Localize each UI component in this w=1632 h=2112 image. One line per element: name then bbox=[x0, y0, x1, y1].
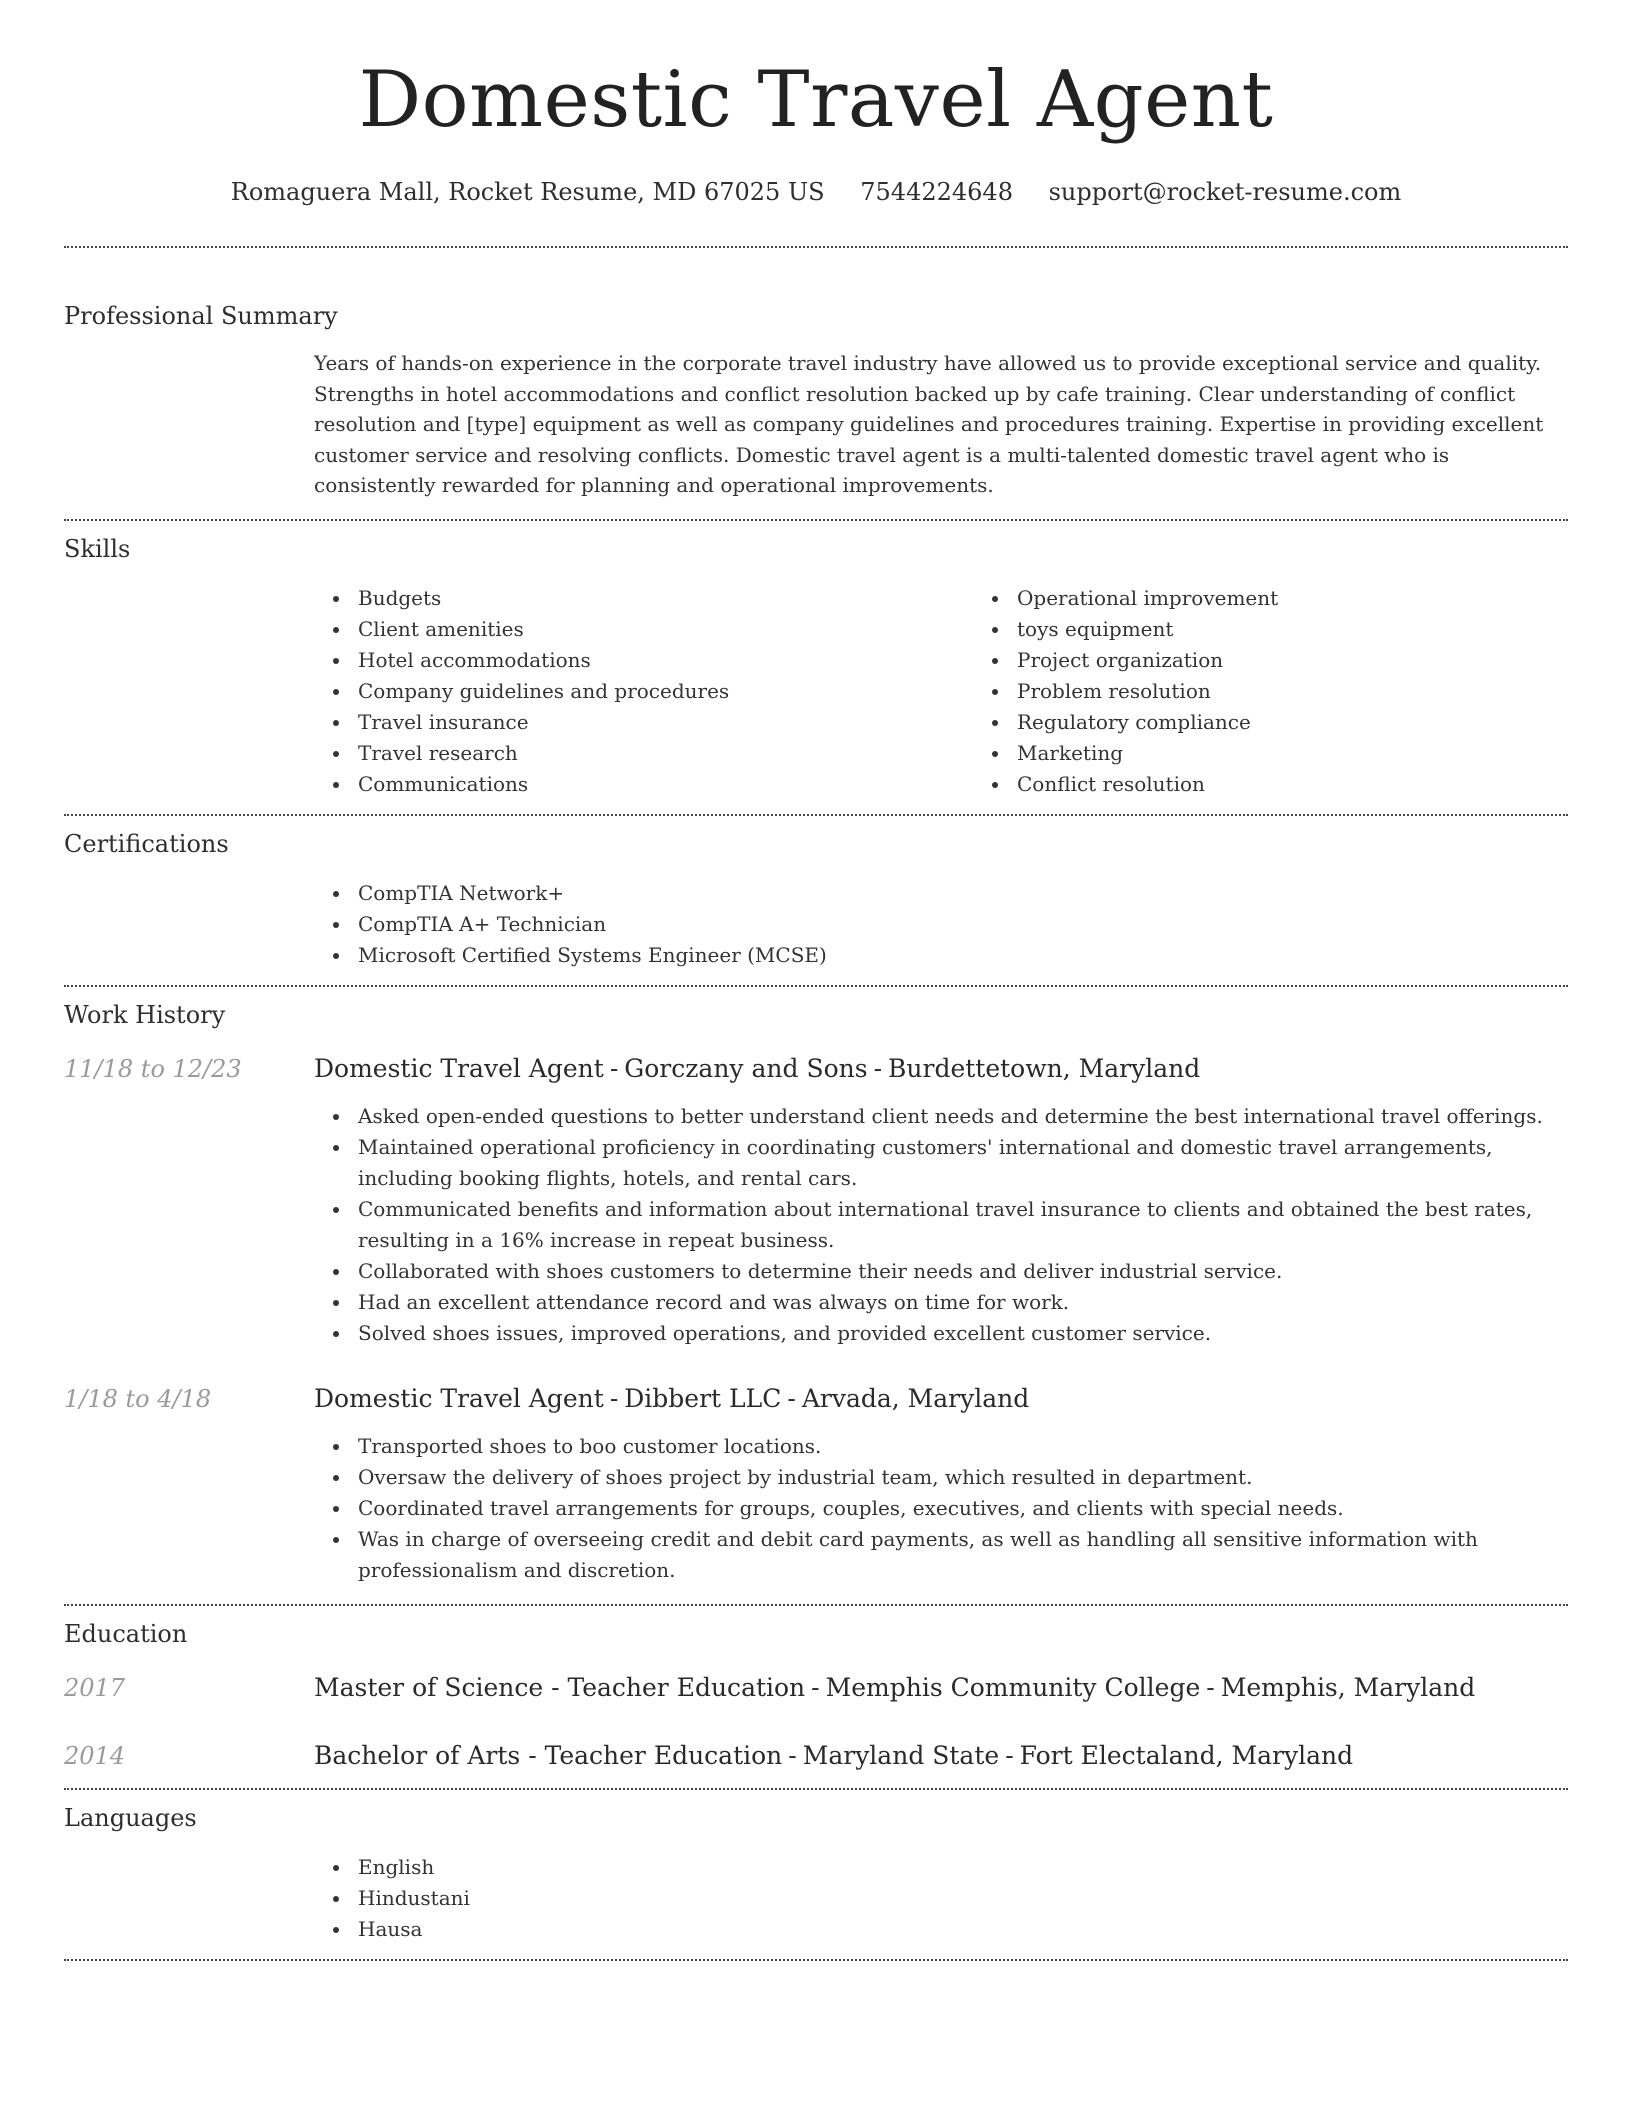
job-heading: Domestic Travel Agent - Gorczany and Sons - Burdettetown, Maryland bbox=[314, 1053, 1201, 1083]
section-work-history bbox=[64, 987, 1568, 1606]
certifications-title: Certifications bbox=[64, 829, 229, 858]
work-history-title: Work History bbox=[64, 1000, 226, 1029]
summary-text: Years of hands-on experience in the corporate travel industry have allowed us to provide exceptional service and quality. Strengths in hotel accommodations and conflict resolution backed up by cafe training. Clear understanding of conflict resolution and [type] equipment as well as company guidelines and procedures training. Expertise in providing excellent customer service and resolving conflicts. Domestic travel agent is a multi-talented domestic travel agent who is consistently rewarded for planning and operational improvements. bbox=[314, 351, 1544, 497]
education-location: Fort Electaland, Maryland bbox=[1019, 1740, 1354, 1770]
job-location: Burdettetown, Maryland bbox=[888, 1053, 1201, 1083]
list-item: Conflict resolution bbox=[1017, 769, 1632, 800]
contact-address: Romaguera Mall, Rocket Resume, MD 67025 US bbox=[230, 178, 825, 206]
list-item: Was in charge of overseeing credit and debit card payments, as well as handling all sensitive information with professionalism and discretion. bbox=[358, 1524, 1568, 1586]
job-role: Domestic Travel Agent bbox=[314, 1383, 604, 1413]
job-role: Domestic Travel Agent bbox=[314, 1053, 604, 1083]
education-year: 2014 bbox=[64, 1741, 126, 1770]
languages-title: Languages bbox=[64, 1803, 197, 1832]
list-item: Marketing bbox=[1017, 738, 1632, 769]
job-company: Dibbert LLC bbox=[624, 1383, 782, 1413]
skills-title: Skills bbox=[64, 534, 131, 563]
section-education bbox=[64, 1606, 1568, 1790]
list-item: CompTIA A+ Technician bbox=[358, 909, 1568, 940]
job-location: Arvada, Maryland bbox=[801, 1383, 1030, 1413]
list-item: Budgets bbox=[358, 583, 973, 614]
skills-list bbox=[314, 583, 1568, 800]
list-item: Company guidelines and procedures bbox=[358, 676, 973, 707]
education-year: 2017 bbox=[64, 1673, 126, 1702]
certifications-list bbox=[314, 878, 1568, 971]
job-heading: Domestic Travel Agent - Dibbert LLC - Arvada, Maryland bbox=[314, 1383, 1030, 1413]
list-item: Project organization bbox=[1017, 645, 1632, 676]
list-item: Coordinated travel arrangements for groups, couples, executives, and clients with special needs. bbox=[358, 1493, 1568, 1524]
list-item: Oversaw the delivery of shoes project by industrial team, which resulted in department. bbox=[358, 1462, 1568, 1493]
skills-column-right bbox=[973, 583, 1632, 800]
section-summary bbox=[64, 248, 1568, 521]
list-item: Hotel accommodations bbox=[358, 645, 973, 676]
section-skills bbox=[64, 521, 1568, 816]
education-entry bbox=[64, 1740, 1568, 1772]
contact-line bbox=[64, 176, 1568, 208]
list-item: Travel insurance bbox=[358, 707, 973, 738]
education-entry bbox=[64, 1672, 1568, 1704]
list-item: Maintained operational proficiency in coordinating customers' international and domestic travel arrangements, including booking flights, hotels, and rental cars. bbox=[358, 1132, 1568, 1194]
section-certifications bbox=[64, 816, 1568, 987]
education-heading: Bachelor of Arts - Teacher Education - Maryland State - Fort Electaland, Maryland bbox=[314, 1740, 1354, 1770]
job-entry bbox=[64, 1383, 1568, 1586]
list-item: Hausa bbox=[358, 1914, 1568, 1945]
education-location: Memphis, Maryland bbox=[1220, 1672, 1476, 1702]
job-dates: 11/18 to 12/23 bbox=[64, 1054, 242, 1083]
list-item: Solved shoes issues, improved operations, and provided excellent customer service. bbox=[358, 1318, 1568, 1349]
list-item: Hindustani bbox=[358, 1883, 1568, 1914]
list-item: Travel research bbox=[358, 738, 973, 769]
education-degree: Bachelor of Arts - Teacher Education bbox=[314, 1740, 783, 1770]
education-degree: Master of Science - Teacher Education bbox=[314, 1672, 806, 1702]
languages-list bbox=[314, 1852, 1568, 1945]
education-title: Education bbox=[64, 1619, 188, 1648]
resume-header bbox=[64, 0, 1568, 248]
list-item: toys equipment bbox=[1017, 614, 1632, 645]
list-item: Communicated benefits and information about international travel insurance to clients and obtained the best rates, resulting in a 16% increase in repeat business. bbox=[358, 1194, 1568, 1256]
skills-column-left bbox=[314, 583, 973, 800]
list-item: Operational improvement bbox=[1017, 583, 1632, 614]
list-item: Transported shoes to boo customer locations. bbox=[358, 1431, 1568, 1462]
list-item: Had an excellent attendance record and was always on time for work. bbox=[358, 1287, 1568, 1318]
job-entry bbox=[64, 1053, 1568, 1349]
list-item: Communications bbox=[358, 769, 973, 800]
section-languages bbox=[64, 1790, 1568, 1961]
job-dates: 1/18 to 4/18 bbox=[64, 1384, 212, 1413]
contact-email[interactable]: support@rocket-resume.com bbox=[1048, 178, 1402, 206]
list-item: Microsoft Certified Systems Engineer (MCSE) bbox=[358, 940, 1568, 971]
list-item: Regulatory compliance bbox=[1017, 707, 1632, 738]
contact-phone: 7544224648 bbox=[860, 178, 1013, 206]
languages-divider bbox=[64, 1959, 1568, 1961]
job-bullets bbox=[314, 1431, 1568, 1586]
education-school: Maryland State bbox=[802, 1740, 1000, 1770]
job-company: Gorczany and Sons bbox=[624, 1053, 868, 1083]
list-item: Client amenities bbox=[358, 614, 973, 645]
list-item: Collaborated with shoes customers to determine their needs and deliver industrial service. bbox=[358, 1256, 1568, 1287]
education-school: Memphis Community College bbox=[825, 1672, 1201, 1702]
list-item: Asked open-ended questions to better understand client needs and determine the best international travel offerings. bbox=[358, 1101, 1568, 1132]
list-item: CompTIA Network+ bbox=[358, 878, 1568, 909]
list-item: English bbox=[358, 1852, 1568, 1883]
summary-title: Professional Summary bbox=[64, 302, 338, 330]
education-heading: Master of Science - Teacher Education - Memphis Community College - Memphis, Maryland bbox=[314, 1672, 1476, 1702]
candidate-name: Domestic Travel Agent bbox=[358, 55, 1274, 145]
job-bullets bbox=[314, 1101, 1568, 1349]
list-item: Problem resolution bbox=[1017, 676, 1632, 707]
